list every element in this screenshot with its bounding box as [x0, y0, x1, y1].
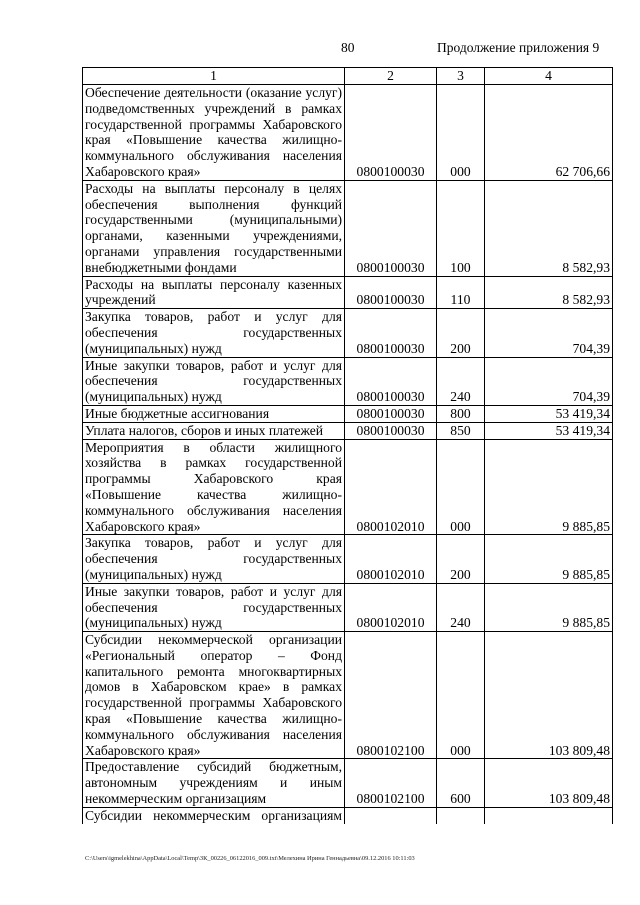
column-header: 1	[83, 68, 345, 85]
row-description: Иные закупки товаров, работ и услуг для обеспечения государственных (муниципальных) нужд	[83, 357, 345, 405]
table-row	[83, 632, 613, 759]
column-header: 3	[437, 68, 485, 85]
table-header-row	[83, 68, 613, 85]
row-amount: 62 706,66	[485, 85, 613, 181]
row-target-code: 0800102100	[345, 759, 437, 807]
table-row	[83, 180, 613, 276]
row-expense-type: 000	[437, 439, 485, 535]
row-amount: 103 809,48	[485, 632, 613, 759]
row-expense-type	[437, 807, 485, 824]
row-description: Иные бюджетные ассигнования	[83, 405, 345, 422]
row-target-code: 0800100030	[345, 309, 437, 357]
row-target-code	[345, 807, 437, 824]
row-amount: 103 809,48	[485, 759, 613, 807]
table-row	[83, 583, 613, 631]
row-target-code: 0800102010	[345, 439, 437, 535]
table-row	[83, 759, 613, 807]
row-amount: 9 885,85	[485, 535, 613, 583]
table-row	[83, 439, 613, 535]
row-target-code: 0800102010	[345, 583, 437, 631]
row-expense-type: 200	[437, 535, 485, 583]
row-description: Мероприятия в области жилищного хозяйства в рамках государственной программы Хабаровского края «Повышение качества жилищно-коммунального обслуживания населения Хабаровского края»	[83, 439, 345, 535]
row-description: Расходы на выплаты персоналу казенных учреждений	[83, 276, 345, 309]
table-row	[83, 405, 613, 422]
table-row	[83, 422, 613, 439]
row-expense-type: 100	[437, 180, 485, 276]
row-description: Обеспечение деятельности (оказание услуг) подведомственных учреждений в рамках государственной программы Хабаровского края «Повышение качества жилищно-коммунального обслуживания населения Хабаровского края»	[83, 85, 345, 181]
row-amount: 9 885,85	[485, 583, 613, 631]
row-target-code: 0800100030	[345, 357, 437, 405]
row-expense-type: 800	[437, 405, 485, 422]
table-row	[83, 807, 613, 824]
table-row	[83, 535, 613, 583]
row-expense-type: 200	[437, 309, 485, 357]
page-number: 80	[341, 40, 355, 55]
row-amount: 53 419,34	[485, 422, 613, 439]
row-amount: 8 582,93	[485, 180, 613, 276]
table-row	[83, 309, 613, 357]
row-description: Иные закупки товаров, работ и услуг для обеспечения государственных (муниципальных) нужд	[83, 583, 345, 631]
row-expense-type: 600	[437, 759, 485, 807]
row-target-code: 0800100030	[345, 405, 437, 422]
row-expense-type: 240	[437, 583, 485, 631]
row-expense-type: 000	[437, 632, 485, 759]
column-header: 4	[485, 68, 613, 85]
row-description: Закупка товаров, работ и услуг для обеспечения государственных (муниципальных) нужд	[83, 535, 345, 583]
row-amount: 9 885,85	[485, 439, 613, 535]
row-description: Расходы на выплаты персоналу в целях обеспечения выполнения функций государственными (муниципальными) органами, казенными учреждениями, органами управления государственными внебюджетными фондами	[83, 180, 345, 276]
row-description: Уплата налогов, сборов и иных платежей	[83, 422, 345, 439]
row-expense-type: 110	[437, 276, 485, 309]
row-amount	[485, 807, 613, 824]
row-expense-type: 000	[437, 85, 485, 181]
row-target-code: 0800102100	[345, 632, 437, 759]
row-amount: 53 419,34	[485, 405, 613, 422]
row-description: Субсидии некоммерческой организации «Региональный оператор – Фонд капитального ремонта многоквартирных домов в Хабаровском крае» в рамках государственной программы Хабаровского края «Повышение качества жилищно-коммунального обслуживания населения Хабаровского края»	[83, 632, 345, 759]
continuation-label: Продолжение приложения 9	[437, 40, 600, 55]
row-amount: 704,39	[485, 309, 613, 357]
table-row	[83, 85, 613, 181]
row-target-code: 0800100030	[345, 422, 437, 439]
document-footer-path: C:\Users\igmelekhina\AppData\Local\Temp\ЗК_00226_06122016_009.txt\Мелехина Ирина Геннадьевна\09.12.2016 10:11:03	[85, 855, 415, 862]
row-target-code: 0800102010	[345, 535, 437, 583]
row-expense-type: 850	[437, 422, 485, 439]
row-target-code: 0800100030	[345, 85, 437, 181]
budget-table	[82, 67, 613, 824]
row-description: Субсидии некоммерческим организациям	[83, 807, 345, 824]
column-header: 2	[345, 68, 437, 85]
row-amount: 704,39	[485, 357, 613, 405]
row-target-code: 0800100030	[345, 276, 437, 309]
row-description: Предоставление субсидий бюджетным, автономным учреждениям и иным некоммерческим организациям	[83, 759, 345, 807]
table-row	[83, 276, 613, 309]
row-amount: 8 582,93	[485, 276, 613, 309]
row-target-code: 0800100030	[345, 180, 437, 276]
row-description: Закупка товаров, работ и услуг для обеспечения государственных (муниципальных) нужд	[83, 309, 345, 357]
row-expense-type: 240	[437, 357, 485, 405]
table-row	[83, 357, 613, 405]
